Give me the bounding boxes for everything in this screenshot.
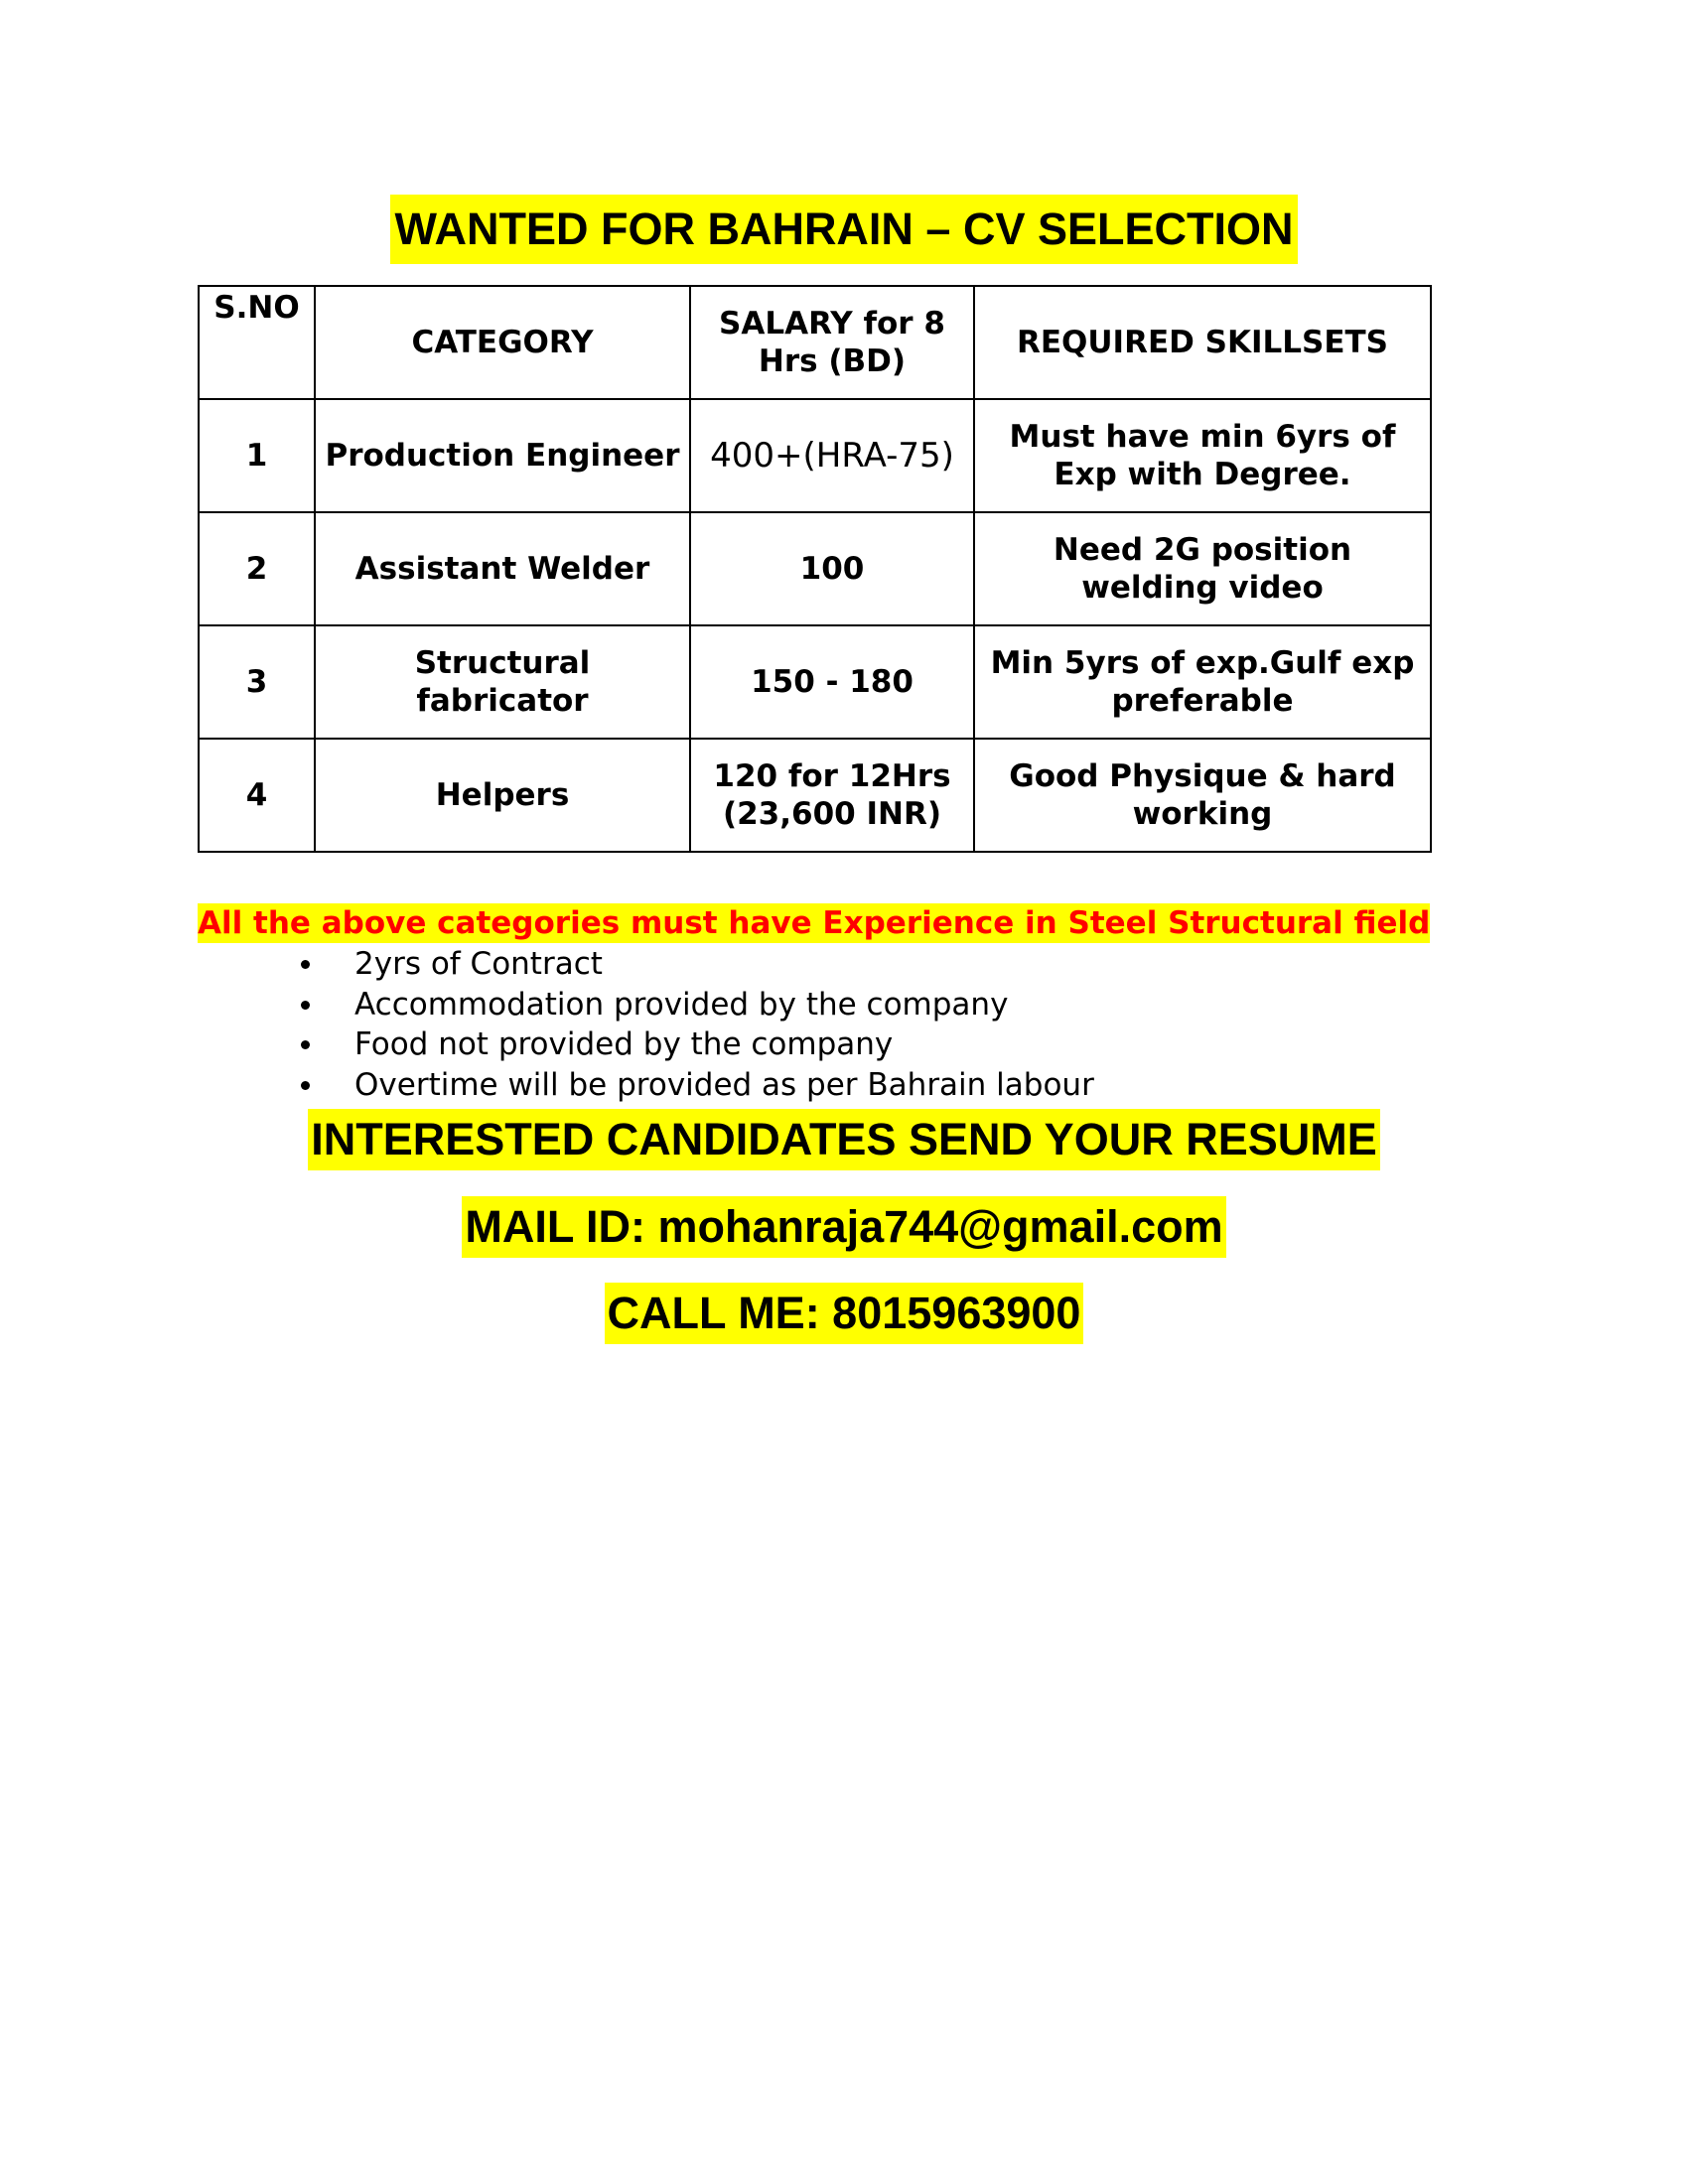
bullet-icon xyxy=(301,1081,310,1090)
cell-category: Structural fabricator xyxy=(315,625,690,739)
table-row xyxy=(199,512,1431,625)
cell-sno: 2 xyxy=(199,512,315,625)
table-row xyxy=(199,739,1431,852)
cell-skills: Good Physique & hard working xyxy=(974,739,1431,852)
cell-skills: Must have min 6yrs of Exp with Degree. xyxy=(974,399,1431,512)
header-sno: S.NO xyxy=(199,286,315,399)
cta-resume-container xyxy=(0,1109,1688,1170)
list-item xyxy=(288,985,1094,1025)
cell-salary: 150 - 180 xyxy=(690,625,974,739)
header-skills: REQUIRED SKILLSETS xyxy=(974,286,1431,399)
cell-salary: 100 xyxy=(690,512,974,625)
terms-list xyxy=(288,944,1094,1105)
bullet-icon xyxy=(301,1001,310,1010)
cta-mail-container xyxy=(0,1196,1688,1258)
list-item-text: Food not provided by the company xyxy=(354,1026,894,1062)
page-title: WANTED FOR BAHRAIN – CV SELECTION xyxy=(390,195,1297,264)
cell-salary: 120 for 12Hrs (23,600 INR) xyxy=(690,739,974,852)
jobs-table xyxy=(198,285,1432,853)
list-item-text: 2yrs of Contract xyxy=(354,946,603,982)
cell-sno: 3 xyxy=(199,625,315,739)
cell-skills: Min 5yrs of exp.Gulf exp preferable xyxy=(974,625,1431,739)
cell-skills: Need 2G position welding video xyxy=(974,512,1431,625)
cell-sno: 4 xyxy=(199,739,315,852)
cell-sno: 1 xyxy=(199,399,315,512)
list-item xyxy=(288,1065,1094,1106)
cell-category: Production Engineer xyxy=(315,399,690,512)
cta-phone: CALL ME: 8015963900 xyxy=(605,1283,1084,1344)
header-category: CATEGORY xyxy=(315,286,690,399)
table-row xyxy=(199,625,1431,739)
table-header-row xyxy=(199,286,1431,399)
bullet-icon xyxy=(301,1040,310,1049)
list-item-text: Overtime will be provided as per Bahrain labour xyxy=(354,1066,1094,1103)
cta-resume-heading: INTERESTED CANDIDATES SEND YOUR RESUME xyxy=(308,1109,1379,1170)
list-item-text: Accommodation provided by the company xyxy=(354,986,1009,1023)
title-container xyxy=(0,195,1688,264)
header-salary: SALARY for 8 Hrs (BD) xyxy=(690,286,974,399)
bullet-icon xyxy=(301,960,310,969)
table-row xyxy=(199,399,1431,512)
cell-category: Assistant Welder xyxy=(315,512,690,625)
list-item xyxy=(288,944,1094,985)
cta-phone-container xyxy=(0,1283,1688,1344)
cell-category: Helpers xyxy=(315,739,690,852)
cell-salary: 400+(HRA-75) xyxy=(690,399,974,512)
list-item xyxy=(288,1024,1094,1065)
experience-note: All the above categories must have Experience in Steel Structural field xyxy=(198,905,1431,941)
cta-mail-id: MAIL ID: mohanraja744@gmail.com xyxy=(462,1196,1225,1258)
